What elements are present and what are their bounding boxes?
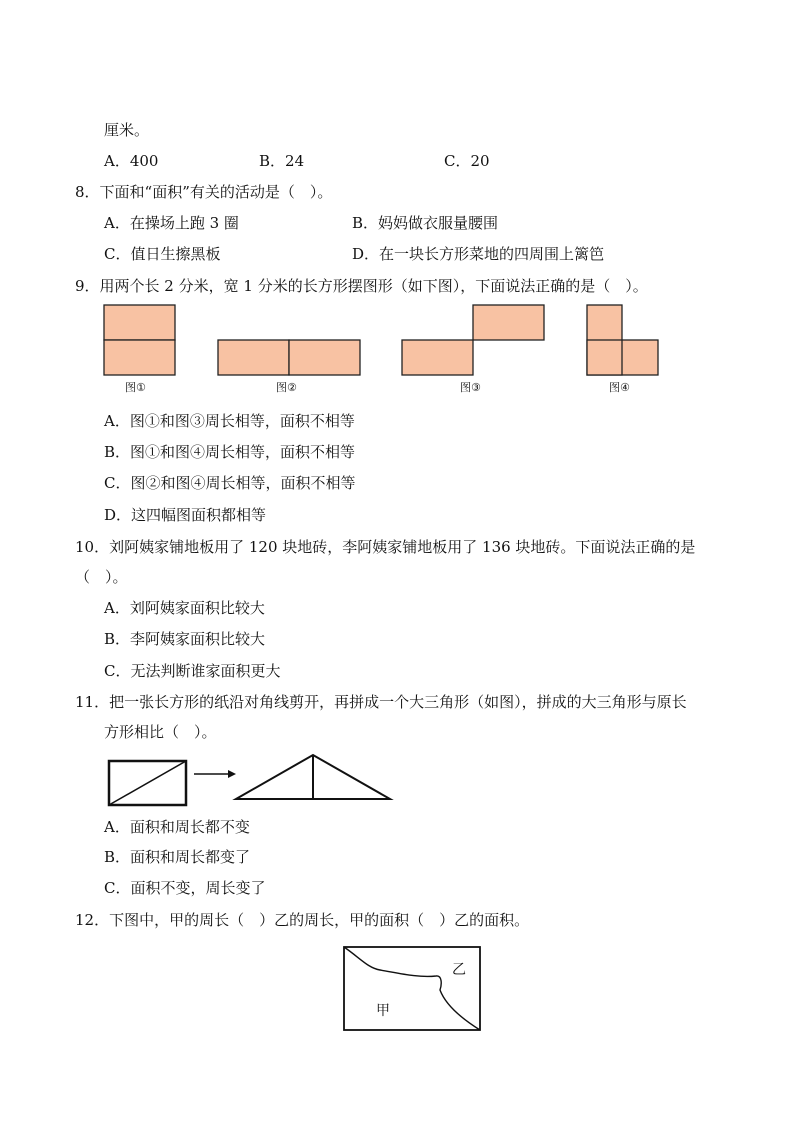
fig1-label: 图①	[125, 381, 146, 394]
q7-option-b[interactable]: B．24	[259, 152, 305, 170]
q9-figures	[0, 300, 794, 410]
fig2-rect-left	[218, 340, 289, 375]
q11-option-c[interactable]: C．面积不变，周长变了	[104, 879, 266, 897]
q12-label-jia: 甲	[376, 1003, 390, 1019]
q9-figure-3	[402, 305, 544, 394]
fig1-rect-bottom	[104, 340, 175, 375]
q11-option-b[interactable]: B．面积和周长都变了	[104, 848, 251, 866]
q8-option-b[interactable]: B．妈妈做衣服量腰围	[352, 214, 499, 232]
q11-stem: 11．把一张长方形的纸沿对角线剪开，再拼成一个大三角形（如图），拼成的大三角形与原长	[75, 693, 687, 711]
q9-option-b[interactable]: B．图①和图④周长相等，面积不相等	[104, 443, 356, 461]
q12-outer-rectangle	[344, 947, 480, 1030]
fig2-rect-right	[289, 340, 360, 375]
fig3-rect-bottom	[402, 340, 473, 375]
q11-option-a[interactable]: A．面积和周长都不变	[104, 818, 250, 836]
q7-option-a[interactable]: A．400	[104, 152, 159, 170]
q11-figure	[0, 752, 794, 812]
fig3-label: 图③	[460, 381, 481, 394]
q10-stem: 10．刘阿姨家铺地板用了 120 块地砖，李阿姨家铺地板用了 136 块地砖。下面说法正确的是	[75, 538, 696, 556]
q8-option-a[interactable]: A．在操场上跑 3 圈	[104, 214, 239, 232]
q11-stem-cont: 方形相比（ ）。	[104, 723, 217, 741]
fig2-label: 图②	[276, 381, 297, 394]
q8-option-d[interactable]: D．在一块长方形菜地的四周围上篱笆	[352, 245, 605, 263]
q7-option-c[interactable]: C．20	[444, 152, 490, 170]
q12-label-yi: 乙	[452, 962, 466, 978]
q10-option-b[interactable]: B．李阿姨家面积比较大	[104, 630, 266, 648]
fig4-label: 图④	[609, 381, 630, 394]
q10-stem-cont: （ ）。	[75, 568, 128, 586]
q11-arrow-head	[228, 770, 236, 778]
q9-figure-4	[587, 305, 658, 394]
q9-figure-2	[218, 340, 360, 394]
q9-option-a[interactable]: A．图①和图③周长相等，面积不相等	[104, 412, 355, 430]
q9-figure-1	[104, 305, 175, 394]
q10-option-a[interactable]: A．刘阿姨家面积比较大	[104, 599, 265, 617]
q9-option-c[interactable]: C．图②和图④周长相等，面积不相等	[104, 474, 356, 492]
q8-stem: 8．下面和“面积”有关的活动是（ ）。	[75, 183, 333, 201]
q12-stem: 12．下图中，甲的周长（ ）乙的周长，甲的面积（ ）乙的面积。	[75, 911, 530, 929]
fig1-rect-top	[104, 305, 175, 340]
q9-option-d[interactable]: D．这四幅图面积都相等	[104, 506, 267, 524]
fig3-rect-top	[473, 305, 544, 340]
q11-rectangle-diagonal	[109, 761, 186, 805]
q9-stem: 9．用两个长 2 分米，宽 1 分米的长方形摆图形（如下图），下面说法正确的是（ ）。	[75, 277, 648, 295]
q7-continuation: 厘米。	[104, 121, 150, 139]
q8-option-c[interactable]: C．值日生擦黑板	[104, 245, 221, 263]
q12-figure	[0, 940, 794, 1040]
q10-option-c[interactable]: C．无法判断谁家面积更大	[104, 662, 281, 680]
q12-dividing-curve	[344, 947, 480, 1030]
